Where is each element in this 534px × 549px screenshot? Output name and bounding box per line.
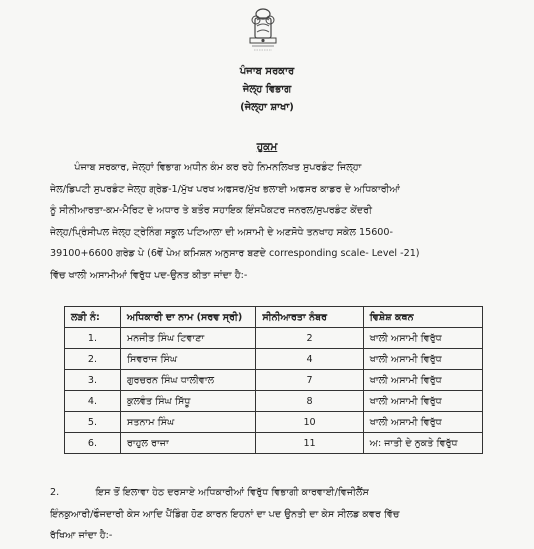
table-row (65, 349, 483, 370)
order-paragraph-1 (50, 157, 520, 286)
paragraph-line: ਜੇਲ/ਡਿਪਟੀ ਸੁਪਰਡੰਟ ਜੇਲ੍ਹ ਗ੍ਰੇਡ-1/ਮੁੱਖ ਪਰਖ ਅਫਸਰ/ਮੁੱਖ ਭਲਾਈ ਅਫਸਰ ਕਾਡਰ ਦੇ ਅਧਿਕਾਰੀਆਂ (50, 183, 400, 195)
cell-officer-name: ਸਤਨਾਮ ਸਿੰਘ (120, 412, 255, 433)
cell-serial: 6. (65, 433, 121, 454)
department-header-line3: (ਜੇਲ੍ਹਾ ਸ਼ਾਖਾ) (240, 102, 294, 113)
cell-officer-name: ਰਾਹੁਲ ਰਾਜਾ (120, 433, 255, 454)
cell-officer-name: ਕੁਲਵੰਤ ਸਿੰਘ ਸਿੱਧੂ (120, 391, 255, 412)
cell-serial: 5. (65, 412, 121, 433)
table-header-row (65, 307, 483, 328)
paragraph-line: ਨੂੰ ਸੀਨੀਆਰਤਾ-ਕਮ-ਮੈਰਿਟ ਦੇ ਅਧਾਰ ਤੇ ਬਤੌਰ ਸਹਾਇਕ ਇੰਸਪੈਕਟਰ ਜਨਰਲ/ਸੁਪਰਡੰਟ ਕੇਂਦਰੀ (50, 205, 372, 216)
table-row (65, 328, 483, 349)
cell-officer-name: ਸਿਵਰਾਜ ਸਿੰਘ (120, 349, 255, 370)
table-row (65, 433, 483, 454)
paragraph-line: ਰੱਖਿਆ ਜਾਂਦਾ ਹੈ:- (50, 530, 113, 541)
cell-remarks: ਖਾਲੀ ਅਸਾਮੀ ਵਿਰੁੱਧ (363, 370, 482, 391)
table-row (65, 412, 483, 433)
cell-seniority: 8 (256, 391, 363, 412)
cell-serial: 3. (65, 370, 121, 391)
cell-officer-name: ਮਨਜੀਤ ਸਿੰਘ ਟਿਵਾਣਾ (120, 328, 255, 349)
cell-officer-name: ਗੁਰਚਰਨ ਸਿੰਘ ਧਾਲੀਵਾਲ (120, 370, 255, 391)
paragraph-line: ਜੇਲ੍ਹ/ਪ੍ਰਿੰਸੀਪਲ ਜੇਲ੍ਹ ਟ੍ਰੇਨਿੰਗ ਸਕੂਲ ਪਟਿਆਲਾ ਦੀ ਅਸਾਮੀ ਦੇ ਅਣਸੋਧੇ ਤਨਖਾਹ ਸਕੇਲ 15600- (50, 226, 393, 238)
order-title: ਹੁਕਮ (256, 141, 278, 153)
cell-serial: 1. (65, 328, 121, 349)
paragraph-line: ਵਿੱਚ ਖਾਲੀ ਅਸਾਮੀਆਂ ਵਿਰੁੱਧ ਪਦ-ਉਨਤ ਕੀਤਾ ਜਾਂਦਾ ਹੈ:- (50, 269, 248, 281)
col-header-serial: ਲੜੀ ਨੰ: (65, 307, 121, 328)
government-emblem-icon (240, 6, 286, 60)
promotion-table (64, 306, 483, 454)
paragraph-line: ਪੰਜਾਬ ਸਰਕਾਰ, ਜੇਲ੍ਹਾਂ ਵਿਭਾਗ ਅਧੀਨ ਕੰਮ ਕਰ ਰਹੇ ਨਿਮਨਲਿਖਤ ਸੁਪਰਡੰਟ ਜਿਲ੍ਹਾ (50, 162, 362, 173)
col-header-remarks: ਵਿਸ਼ੇਸ਼ ਕਥਨ (363, 307, 482, 328)
paragraph-line: 2. ਇਸ ਤੋਂ ਇਲਾਵਾ ਹੇਠ ਦਰਸਾਏ ਅਧਿਕਾਰੀਆਂ ਵਿਰੁੱਧ ਵਿਭਾਗੀ ਕਾਰਵਾਈ/ਵਿਜੀਲੈਂਸ (50, 487, 369, 498)
department-header-line1: ਪੰਜਾਬ ਸਰਕਾਰ (239, 66, 295, 77)
order-paragraph-2 (50, 482, 530, 547)
paragraph-line: ਇੰਨਕੁਆਰੀ/ਫੌਜਦਾਰੀ ਕੇਸ ਆਦਿ ਪੈਂਡਿੰਗ ਹੋਣ ਕਾਰਨ ਇਹਨਾਂ ਦਾ ਪਦ ਉਨਤੀ ਦਾ ਕੇਸ ਸੀਲਡ ਕਵਰ ਵਿੱਚ (50, 508, 400, 520)
department-header-line2: ਜੇਲ੍ਹ ਵਿਭਾਗ (242, 84, 292, 95)
cell-remarks: ਅ: ਜਾਤੀ ਦੇ ਨੁਕਤੇ ਵਿਰੁੱਧ (363, 433, 482, 454)
cell-serial: 4. (65, 391, 121, 412)
cell-seniority: 7 (256, 370, 363, 391)
cell-seniority: 2 (256, 328, 363, 349)
cell-seniority: 4 (256, 349, 363, 370)
table-row (65, 391, 483, 412)
col-header-seniority: ਸੀਨੀਆਰਤਾ ਨੰਬਰ (256, 307, 363, 328)
cell-remarks: ਖਾਲੀ ਅਸਾਮੀ ਵਿਰੁੱਧ (363, 412, 482, 433)
cell-remarks: ਖਾਲੀ ਅਸਾਮੀ ਵਿਰੁੱਧ (363, 391, 482, 412)
cell-seniority: 11 (256, 433, 363, 454)
table-row (65, 370, 483, 391)
cell-seniority: 10 (256, 412, 363, 433)
col-header-officer-name: ਅਧਿਕਾਰੀ ਦਾ ਨਾਮ (ਸਰਵ ਸ੍ਰੀ) (120, 307, 255, 328)
cell-serial: 2. (65, 349, 121, 370)
cell-remarks: ਖਾਲੀ ਅਸਾਮੀ ਵਿਰੁੱਧ (363, 349, 482, 370)
paragraph-line: 39100+6600 ਗਰੇਡ ਪੇ (6ਵੇਂ ਪੇਅ ਕਮਿਸ਼ਨ ਅਨੁਸਾਰ ਬਣਦੇ corresponding scale- Level -21) (50, 248, 420, 259)
cell-remarks: ਖਾਲੀ ਅਸਾਮੀ ਵਿਰੁੱਧ (363, 328, 482, 349)
